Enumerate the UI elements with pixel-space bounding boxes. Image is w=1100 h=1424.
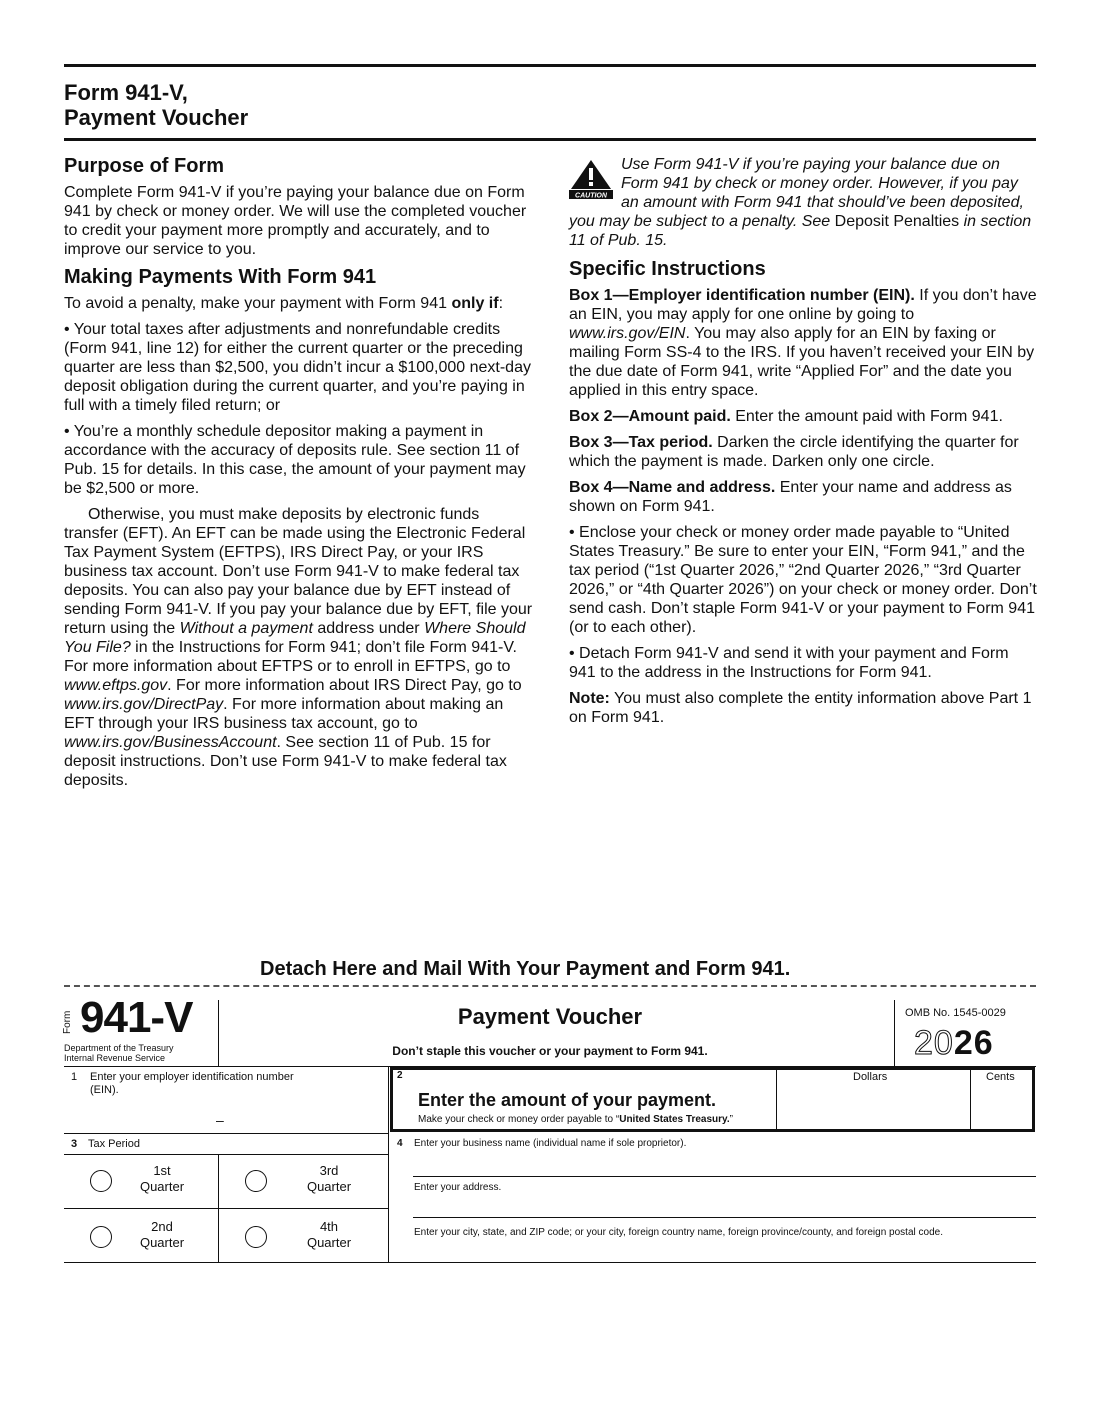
otherwise-text-d: . For more information about IRS Direct Pay, go to [167,677,522,694]
box4-label: Enter your business name (individual name if sole proprietor). [414,1138,687,1149]
box4-label: Box 4—Name and address. [569,479,776,496]
dept-line-2: Internal Revenue Service [64,1053,166,1063]
intro-text: To avoid a penalty, make your payment with Form 941 [64,295,452,312]
specific-heading: Specific Instructions [569,258,766,280]
quarter-4-label [294,1219,364,1251]
voucher-subtitle: Don’t staple this voucher or your payment to Form 941. [392,1044,708,1058]
omb-number: OMB No. 1545-0029 [905,1007,1006,1019]
intro-only-if: only if [451,295,499,312]
otherwise-text-b: address under [312,620,425,637]
box2-note-c: ” [729,1114,733,1125]
voucher-title: Payment Voucher [457,1004,643,1029]
purpose-body: Complete Form 941-V if you’re paying your balance due on Form 941 by check or money order. We will use the completed voucher to credit your payment more promptly and accurately, and to improve our service to you. [64,184,527,258]
page-title [64,80,248,130]
left-column [64,155,534,797]
otherwise-paragraph [64,505,534,790]
dollars-label: Dollars [853,1071,888,1083]
box3-text: Darken the circle identifying the quarter for which the payment is made. Darken only one circle. [569,434,1019,470]
box2-heading: Enter the amount of your payment. [418,1090,717,1110]
note-paragraph [569,689,1039,727]
otherwise-text-f: . See section 11 of Pub. 15 for deposit instructions. Don’t use Form 941-V to make federal tax deposits. [64,734,507,789]
quarter-1-label [127,1163,197,1195]
q1-line-2: Quarter [139,1179,185,1194]
payment-bullet-1: • Your total taxes after adjustments and nonrefundable credits (Form 941, line 12) for either the current quarter or the preceding quarter are less than $2,500, you didn’t incur a $100,000 next-day deposit obligation during the current quarter, and you’re paying in full with a timely filed return; or [64,321,531,414]
q4-line-1: 4th [319,1219,339,1234]
q3-line-1: 3rd [319,1163,339,1178]
box3-instruction [569,433,1039,471]
right-column [569,155,1039,734]
otherwise-text-c: in the Instructions for Form 941; don’t file Form 941-V. For more information about EFTPS or to enroll in EFTPS, go to [64,639,517,675]
box1-text-b: . You may also apply for an EIN by faxing or mailing Form SS-4 to the IRS. If you haven’t received your EIN by the due date of Form 941, write “Applied For” and the date you applied in this entry space. [569,325,1035,399]
quarter-2-label [127,1219,197,1251]
caution-block [569,155,1039,250]
caution-text-a: Use Form 941-V if you’re paying your balance due on Form 941 by check or money order. However, if you pay an amount with Form 941 that should’ve been deposited, you may be subject to a penalty. See [569,156,1024,230]
voucher-form-number: 941-V [80,993,193,1042]
dept-line-1: Department of the Treasury [64,1043,174,1053]
ein-link[interactable]: www.irs.gov/EIN [569,325,686,342]
box4-number: 4 [397,1138,403,1149]
form-word-label: Form [62,1010,73,1034]
quarter-3-radio[interactable] [245,1170,267,1192]
detach-bullet: • Detach Form 941-V and send it with your payment and Form 941 to the address in the Instructions for Form 941. [569,645,1009,681]
title-line-1: Form 941-V, [64,80,188,105]
business-name-rule [413,1176,1036,1177]
box2-instruction [569,407,1039,426]
dollars-input[interactable] [779,1088,967,1128]
otherwise-text-a: Otherwise, you must make deposits by electronic funds transfer (EFT). An EFT can be made using the Electronic Federal Tax Payment System (EFTPS), IRS Direct Pay, or your IRS business tax account. Don’t use Form 941-V to make federal tax deposits. You can also pay your balance due by EFT instead of sending Form 941-V. If you pay your balance due by EFT, file your return using the [64,506,533,637]
box2-note-b: United States Treasury. [619,1114,730,1125]
title-rule [64,138,1036,141]
box2-number: 2 [397,1070,403,1081]
amount-divider-1 [776,1067,777,1132]
box1-instruction [569,286,1039,400]
quarter-2-radio[interactable] [90,1226,112,1248]
ein-dash: – [216,1112,224,1128]
amount-divider-2 [970,1067,971,1132]
tax-year [914,1024,994,1062]
year-suffix: 26 [953,1024,994,1062]
note-label: Note: [569,690,610,707]
q2-line-2: Quarter [139,1235,185,1250]
box1-label: Box 1—Employer identification number (EIN). [569,287,915,304]
city-label: Enter your city, state, and ZIP code; or your city, foreign country name, foreign province/county, and foreign postal code. [414,1227,943,1238]
cents-label: Cents [986,1071,1015,1083]
enclose-bullet: • Enclose your check or money order made payable to “United States Treasury.” Be sure to enter your EIN, “Form 941,” and the tax period (“1st Quarter 2026,” “2nd Quarter 2026,” “3rd Quarter 2026,” or “4th Quarter 2026”) on your check or money order. Don’t send cash. Don’t staple Form 941-V or your payment to Form 941 (or to each other). [569,524,1037,636]
box1-text-a: If you don’t have an EIN, you may apply for one online by going to [569,287,1037,323]
making-payments-heading: Making Payments With Form 941 [64,266,377,288]
quarter-middle-rule [64,1208,388,1209]
q4-line-2: Quarter [306,1235,352,1250]
q1-line-1: 1st [153,1163,171,1178]
box4-text: Enter your name and address as shown on Form 941. [569,479,1012,515]
year-prefix: 20 [914,1024,954,1062]
cents-input[interactable] [973,1088,1031,1128]
caution-icon [569,159,613,199]
caution-text-c: in section 11 of Pub. 15. [569,213,1032,249]
caution-icon-label: CAUTION [575,192,607,199]
city-input[interactable] [414,1240,1034,1260]
eftps-link[interactable]: www.eftps.gov [64,677,168,694]
directpay-link[interactable]: www.irs.gov/DirectPay [64,696,224,713]
header-divider-right [894,1000,895,1066]
note-text: You must also complete the entity information above Part 1 on Form 941. [569,690,1032,726]
top-rule [64,64,1036,67]
address-label: Enter your address. [414,1182,502,1193]
title-line-2: Payment Voucher [64,105,249,130]
box2-text: Enter the amount paid with Form 941. [730,408,1003,425]
where-file-italic: Where Should You File? [64,620,526,656]
address-input[interactable] [414,1194,1034,1216]
q3-line-2: Quarter [306,1179,352,1194]
box1-number: 1 [71,1071,78,1083]
making-payments-intro [64,294,534,313]
otherwise-text-e: . For more information about making an EFT through your IRS business tax account, go to [64,696,504,732]
box1-bottom-rule [64,1133,388,1134]
box3-label: Tax Period [88,1138,140,1150]
business-account-link[interactable]: www.irs.gov/BusinessAccount [64,734,277,751]
header-divider-left [218,1000,219,1066]
box2-note [418,1114,733,1126]
box3-label-rule [64,1154,388,1155]
business-name-input[interactable] [414,1150,1034,1174]
box3-number: 3 [71,1138,78,1150]
q2-line-1: 2nd [151,1219,173,1234]
voucher-bottom-rule [64,1262,1036,1263]
caution-text-b: Deposit Penalties [834,213,960,230]
box2-note-a: Make your check or money order payable to “ [418,1114,620,1125]
quarter-4-radio[interactable] [245,1226,267,1248]
without-payment-italic: Without a payment [179,620,313,637]
box3-label: Box 3—Tax period. [569,434,713,451]
ein-input-area[interactable] [90,1090,385,1132]
intro-colon: : [498,295,504,312]
department-label [64,1043,174,1063]
purpose-heading: Purpose of Form [64,155,225,177]
detach-dashed-line [64,985,1036,987]
box4-instruction [569,478,1039,516]
box2-label: Box 2—Amount paid. [569,408,731,425]
payment-bullet-2: • You’re a monthly schedule depositor making a payment in accordance with the accuracy of deposits rule. See section 11 of Pub. 15 for details. In this case, the amount of your payment may be $2,500 or more. [64,423,526,497]
quarter-3-label [294,1163,364,1195]
box1-label: Enter your employer identification number (EIN). [90,1071,294,1096]
voucher-center-divider [388,1067,389,1263]
detach-instruction: Detach Here and Mail With Your Payment and Form 941. [256,956,794,982]
quarter-1-radio[interactable] [90,1170,112,1192]
address-rule [413,1217,1036,1218]
